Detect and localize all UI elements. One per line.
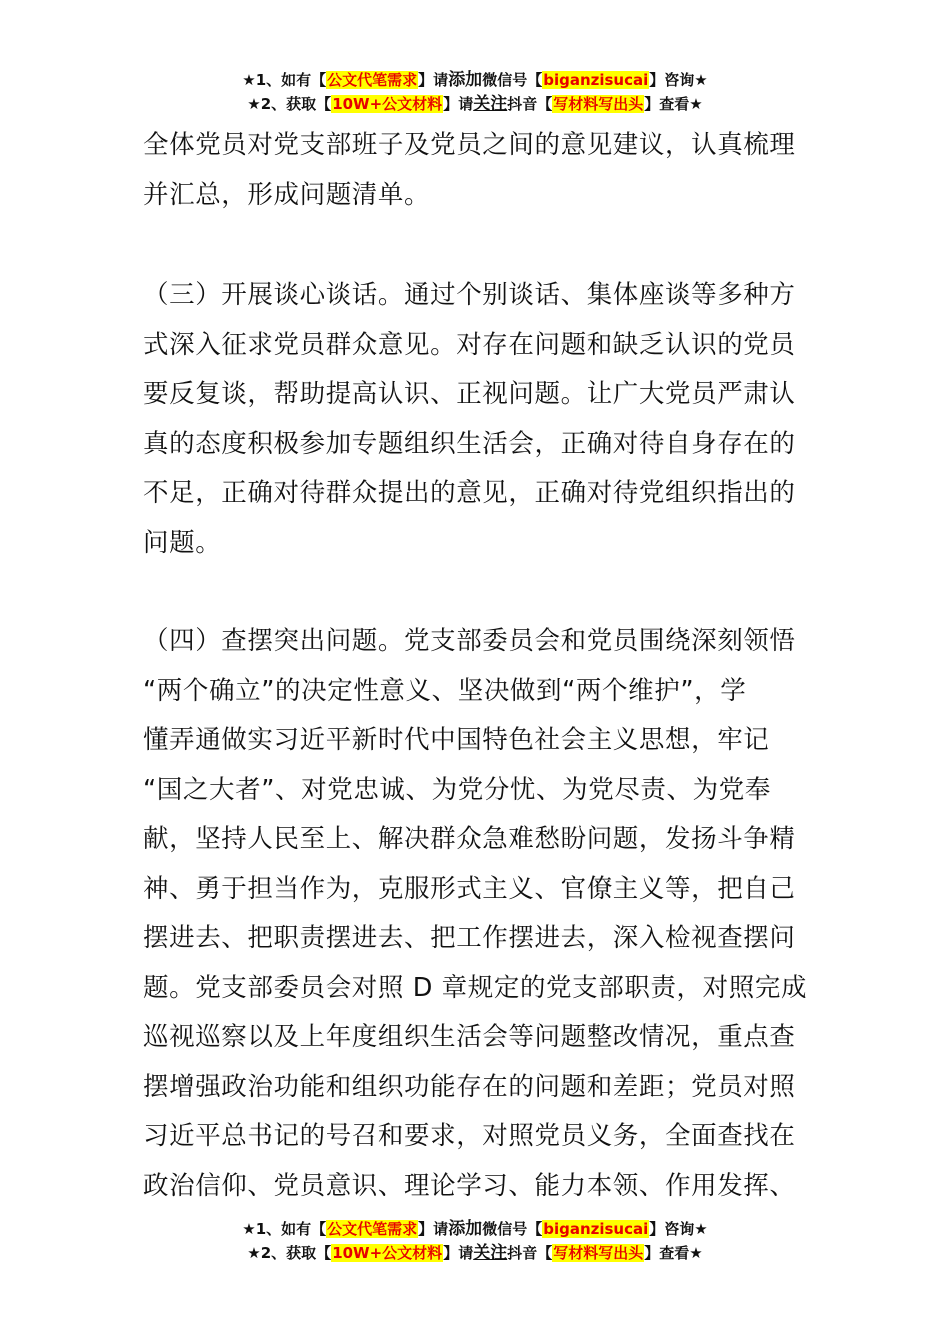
text-line: 并汇总，形成问题清单。 [143, 179, 431, 210]
text-line: 献，坚持人民至上、解决群众急难愁盼问题，发扬斗争精 [143, 824, 796, 854]
text-line: 问题。 [143, 527, 222, 558]
text-line: 全体党员对党支部班子及党员之间的意见建议，认真梳理 [143, 130, 796, 160]
text-line: 不足，正确对待群众提出的意见，正确对待党组织指出的 [143, 478, 796, 508]
footer-banner [0, 1217, 950, 1265]
banner-text: 】请 [443, 95, 474, 113]
banner-line-1 [0, 1217, 950, 1241]
banner-emphasis: 关注 [473, 94, 508, 114]
banner-text: 】请 [418, 1220, 449, 1238]
text-line: 政治信仰、党员意识、理论学习、能力本领、作用发挥、 [143, 1170, 796, 1201]
banner-text: 】咨询★ [649, 71, 708, 89]
banner-text: 】查看★ [644, 95, 703, 113]
text-line: 习近平总书记的号召和要求，对照党员义务，全面查找在 [143, 1121, 796, 1151]
highlight-tag: 公文代笔需求 [327, 1220, 418, 1238]
banner-line-2 [0, 92, 950, 116]
text-line: 神、勇于担当作为，克服形式主义、官僚主义等，把自己 [143, 873, 796, 904]
paragraph-1 [143, 121, 807, 220]
banner-text: ★1、如有【 [242, 1220, 327, 1238]
paragraph-3 [143, 617, 807, 1211]
text-line: 要反复谈，帮助提高认识、正视问题。让广大党员严肃认 [143, 379, 796, 409]
banner-text: 】请 [443, 1244, 474, 1262]
banner-text: ★2、获取【 [247, 95, 332, 113]
banner-text: 微信号【 [482, 71, 543, 89]
highlight-tag: 10W+公文材料 [332, 95, 443, 113]
banner-text: 微信号【 [482, 1220, 543, 1238]
banner-text: 】咨询★ [649, 1220, 708, 1238]
text-line: “两个确立”的决定性意义、坚决做到“两个维护”，学 [143, 675, 747, 706]
banner-text: ★1、如有【 [242, 71, 327, 89]
text-line: 题。党支部委员会对照 D 章规定的党支部职责，对照完成 [143, 972, 808, 1003]
highlight-tag: biganzisucai [543, 71, 649, 89]
highlight-tag: 公文代笔需求 [327, 71, 418, 89]
banner-line-1 [0, 68, 950, 92]
text-line: （三）开展谈心谈话。通过个别谈话、集体座谈等多种方 [143, 280, 796, 310]
text-line: “国之大者”、对党忠诚、为党分忧、为党尽责、为党奉 [143, 774, 771, 805]
text-line: （四）查摆突出问题。党支部委员会和党员围绕深刻领悟 [143, 626, 796, 656]
highlight-tag: 10W+公文材料 [332, 1244, 443, 1262]
highlight-tag: 写材料写出头 [553, 95, 644, 113]
highlight-tag: biganzisucai [543, 1220, 649, 1238]
banner-text: 抖音【 [507, 1244, 553, 1262]
text-line: 巡视巡察以及上年度组织生活会等问题整改情况，重点查 [143, 1022, 796, 1052]
banner-text: 】查看★ [644, 1244, 703, 1262]
banner-text: 】请 [418, 71, 449, 89]
banner-text: ★2、获取【 [247, 1244, 332, 1262]
paragraph-2 [143, 271, 807, 568]
highlight-tag: 写材料写出头 [553, 1244, 644, 1262]
text-line: 懂弄通做实习近平新时代中国特色社会主义思想，牢记 [143, 725, 770, 755]
text-line: 真的态度积极参加专题组织生活会，正确对待自身存在的 [143, 428, 796, 459]
banner-emphasis: 添加 [448, 70, 483, 90]
banner-emphasis: 添加 [448, 1219, 483, 1239]
banner-emphasis: 关注 [473, 1243, 508, 1263]
text-line: 摆增强政治功能和组织功能存在的问题和差距；党员对照 [143, 1071, 796, 1102]
header-banner [0, 68, 950, 116]
text-line: 式深入征求党员群众意见。对存在问题和缺乏认识的党员 [143, 329, 796, 360]
banner-text: 抖音【 [507, 95, 553, 113]
text-line: 摆进去、把职责摆进去、把工作摆进去，深入检视查摆问 [143, 923, 796, 953]
banner-line-2 [0, 1241, 950, 1265]
